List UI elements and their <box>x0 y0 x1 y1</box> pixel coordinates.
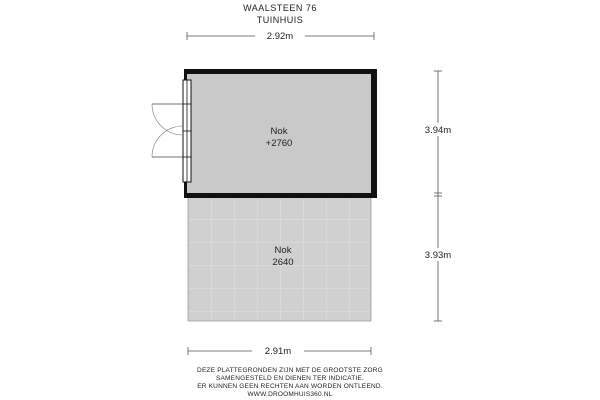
bottom-width-dimension <box>188 345 371 357</box>
bottom-width-label: 2.91m <box>264 346 292 357</box>
room-upper-name: Nok <box>270 126 288 137</box>
disclaimer-text <box>0 367 580 399</box>
room-lower-height: 2640 <box>272 257 294 268</box>
plan-subtitle: TUINHUIS <box>256 15 304 25</box>
disclaimer-line-4: WWW.DROOMHUIS360.NL <box>247 391 333 398</box>
disclaimer-line-3: ER KUNNEN GEEN RECHTEN AAN WORDEN ONTLEEND. <box>197 383 383 390</box>
room-lower-name: Nok <box>274 245 292 256</box>
room-upper-height: +2760 <box>265 138 293 149</box>
plan-address: WAALSTEEN 76 <box>243 3 317 13</box>
lower-depth-label: 3.93m <box>424 250 452 261</box>
disclaimer-line-2: SAMENGESTELD EN DIENEN TER INDICATIE. <box>215 375 365 382</box>
upper-depth-label: 3.94m <box>424 125 452 136</box>
disclaimer-line-1: DEZE PLATTEGRONDEN ZIJN MET DE GROOTSTE ZORG <box>197 367 383 374</box>
right-depth-dimension <box>416 71 460 321</box>
top-width-dimension <box>187 30 374 42</box>
double-door-swing <box>152 104 183 157</box>
top-width-label: 2.92m <box>266 31 294 42</box>
